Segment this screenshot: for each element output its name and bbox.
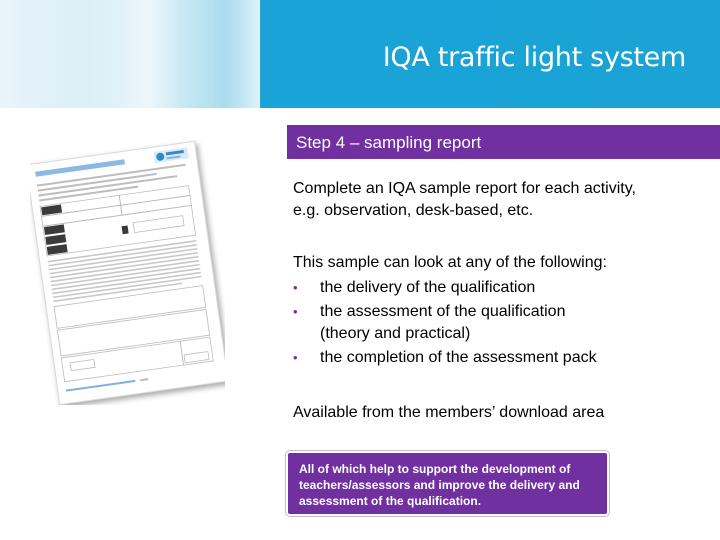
intro-line: Complete an IQA sample report for each activity,	[293, 180, 636, 197]
header-stripe	[0, 0, 90, 108]
slide-title: IQA traffic light system	[382, 42, 686, 73]
intro-text	[293, 178, 636, 222]
list-intro: This sample can look at any of the following:	[293, 254, 607, 271]
download-note: Available from the members’ download area	[293, 404, 605, 421]
intro-line: e.g. observation, desk-based, etc.	[293, 202, 534, 219]
list-item-text: (theory and practical)	[320, 325, 471, 342]
header-banner	[0, 0, 720, 108]
list-item	[293, 276, 597, 300]
sample-report-document-thumbnail	[30, 140, 225, 405]
list-item-text: the completion of the assessment pack	[320, 348, 597, 366]
bullet-dot-icon: •	[293, 349, 298, 365]
list-item	[293, 346, 597, 370]
header-stripe	[225, 0, 260, 108]
list-item-text: the delivery of the qualification	[320, 279, 536, 296]
step-heading: Step 4 – sampling report	[296, 133, 482, 152]
step-heading-bar	[287, 125, 720, 159]
header-stripe	[120, 0, 180, 108]
bullet-dot-icon: •	[293, 280, 298, 295]
list-item	[293, 300, 597, 346]
sample-focus-list	[293, 276, 597, 369]
bullet-dot-icon: •	[293, 303, 298, 319]
list-item-text: the assessment of the qualification	[320, 302, 566, 320]
summary-callout-text: All of which help to support the development of teachers/assessors and improve the delivery and assessment of the qualification.	[299, 462, 580, 508]
summary-callout-box	[286, 451, 609, 516]
